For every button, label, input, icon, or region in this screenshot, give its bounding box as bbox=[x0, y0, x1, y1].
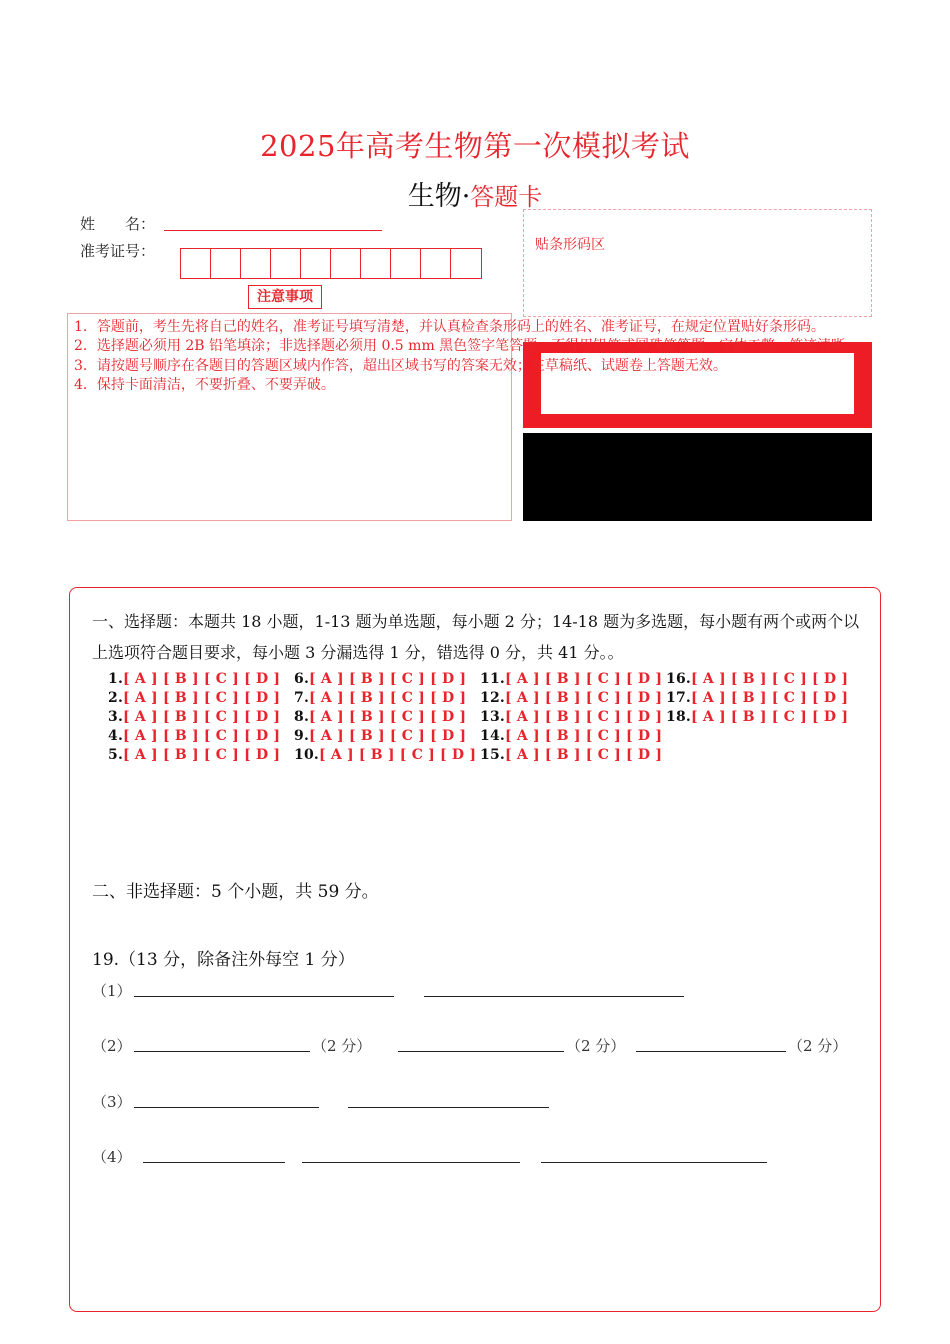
question-number: 14. bbox=[480, 728, 505, 744]
id-label: 准考证号： bbox=[80, 242, 156, 260]
answer-options[interactable]: [ A ] [ B ] [ C ] [ D ] bbox=[123, 709, 281, 725]
answer-options[interactable]: [ A ] [ B ] [ C ] [ D ] bbox=[690, 690, 849, 706]
answer-options[interactable]: [ A ] [ B ] [ C ] [ D ] bbox=[504, 728, 663, 744]
answer-options[interactable]: [ A ] [ B ] [ C ] [ D ] bbox=[123, 747, 281, 763]
id-digit-box[interactable] bbox=[211, 249, 241, 278]
id-digit-box[interactable] bbox=[451, 249, 481, 278]
mc-question[interactable] bbox=[294, 709, 466, 725]
points-note: （2 分） bbox=[312, 1037, 372, 1055]
id-digit-box[interactable] bbox=[391, 249, 421, 278]
answer-options[interactable]: [ A ] [ B ] [ C ] [ D ] bbox=[318, 747, 477, 763]
mc-question[interactable] bbox=[294, 671, 466, 687]
question-number: 2. bbox=[108, 690, 124, 706]
question-number: 11. bbox=[480, 671, 505, 687]
name-field[interactable] bbox=[164, 230, 382, 231]
question-number: 9. bbox=[294, 728, 310, 744]
answer-blank[interactable] bbox=[348, 1107, 549, 1108]
sub-question-label: （2） bbox=[92, 1037, 132, 1055]
answer-options[interactable]: [ A ] [ B ] [ C ] [ D ] bbox=[123, 690, 281, 706]
question-number: 10. bbox=[294, 747, 319, 763]
id-digit-box[interactable] bbox=[421, 249, 451, 278]
question-number: 13. bbox=[480, 709, 505, 725]
question-number: 15. bbox=[480, 747, 505, 763]
question-19-title: 19.（13 分，除备注外每空 1 分） bbox=[92, 950, 355, 970]
answer-options[interactable]: [ A ] [ B ] [ C ] [ D ] bbox=[690, 671, 849, 687]
mc-question[interactable] bbox=[480, 690, 662, 706]
page-title: 2025年高考生物第一次模拟考试 bbox=[260, 129, 690, 163]
section2-title: 二、非选择题：5 个小题，共 59 分。 bbox=[92, 882, 379, 902]
question-number: 1. bbox=[108, 671, 124, 687]
question-number: 8. bbox=[294, 709, 310, 725]
question-number: 17. bbox=[666, 690, 691, 706]
sub-question-label: （4） bbox=[92, 1148, 132, 1166]
black-block bbox=[523, 433, 872, 521]
mc-question[interactable] bbox=[666, 671, 848, 687]
answer-options[interactable]: [ A ] [ B ] [ C ] [ D ] bbox=[309, 690, 467, 706]
question-number: 4. bbox=[108, 728, 124, 744]
question-number: 16. bbox=[666, 671, 691, 687]
answer-options[interactable]: [ A ] [ B ] [ C ] [ D ] bbox=[504, 690, 663, 706]
sub-question-label: （1） bbox=[92, 982, 132, 1000]
sub-question-label: （3） bbox=[92, 1093, 132, 1111]
section1-intro: 一、选择题：本题共 18 小题，1-13 题为单选题，每小题 2 分；14-18 题为多选题，每小题有两个或两个以上选项符合题目要求，每小题 3 分漏选得 1 分，错选得 0 分，共 41 分。。 bbox=[92, 612, 860, 662]
notes-list bbox=[74, 318, 950, 395]
question-number: 12. bbox=[480, 690, 505, 706]
mc-question[interactable] bbox=[108, 690, 280, 706]
question-number: 3. bbox=[108, 709, 124, 725]
answer-blank[interactable] bbox=[143, 1162, 285, 1163]
barcode-area bbox=[523, 209, 872, 317]
answer-options[interactable]: [ A ] [ B ] [ C ] [ D ] bbox=[504, 709, 663, 725]
note-item: 1．答题前，考生先将自己的姓名，准考证号填写清楚，并认真检查条形码上的姓名、准考证号，在规定位置贴好条形码。 bbox=[74, 319, 825, 335]
answer-options[interactable]: [ A ] [ B ] [ C ] [ D ] bbox=[309, 709, 467, 725]
answer-options[interactable]: [ A ] [ B ] [ C ] [ D ] bbox=[123, 671, 281, 687]
mc-question[interactable] bbox=[294, 728, 466, 744]
answer-options[interactable]: [ A ] [ B ] [ C ] [ D ] bbox=[504, 671, 663, 687]
mc-question[interactable] bbox=[108, 709, 280, 725]
id-digit-box[interactable] bbox=[181, 249, 211, 278]
answer-blank[interactable] bbox=[134, 1051, 310, 1052]
mc-question[interactable] bbox=[666, 690, 848, 706]
card-subtitle bbox=[0, 174, 950, 213]
answer-options[interactable]: [ A ] [ B ] [ C ] [ D ] bbox=[309, 671, 467, 687]
subject-label: 生物· bbox=[407, 181, 471, 212]
note-item: 4．保持卡面清洁，不要折叠、不要弄破。 bbox=[74, 376, 335, 393]
answer-options[interactable]: [ A ] [ B ] [ C ] [ D ] bbox=[690, 709, 849, 725]
points-note: （2 分） bbox=[788, 1037, 848, 1055]
id-digit-box[interactable] bbox=[271, 249, 301, 278]
mc-question[interactable] bbox=[108, 728, 280, 744]
mc-question[interactable] bbox=[108, 747, 280, 763]
note-item: 2．选择题必须用 2B 铅笔填涂；非选择题必须用 0.5 mm 黑色签字笔答题，不得用铅笔或圆珠笔答题；字体工整、笔迹清晰。 bbox=[74, 338, 860, 355]
mc-question[interactable] bbox=[294, 690, 466, 706]
id-digit-box[interactable] bbox=[241, 249, 271, 278]
id-digit-box[interactable] bbox=[361, 249, 391, 278]
notes-tag: 注意事项 bbox=[248, 285, 322, 309]
exam-id-boxes[interactable] bbox=[180, 248, 482, 279]
barcode-label: 贴条形码区 bbox=[535, 237, 605, 253]
answer-options[interactable]: [ A ] [ B ] [ C ] [ D ] bbox=[309, 728, 467, 744]
answer-blank[interactable] bbox=[398, 1051, 564, 1052]
answer-blank[interactable] bbox=[636, 1051, 786, 1052]
mc-question[interactable] bbox=[480, 709, 662, 725]
name-label: 姓 名： bbox=[80, 215, 156, 233]
answer-options[interactable]: [ A ] [ B ] [ C ] [ D ] bbox=[123, 728, 281, 744]
question-number: 18. bbox=[666, 709, 691, 725]
mc-question[interactable] bbox=[480, 671, 662, 687]
mc-question[interactable] bbox=[480, 728, 662, 744]
answer-options[interactable]: [ A ] [ B ] [ C ] [ D ] bbox=[504, 747, 663, 763]
answer-blank[interactable] bbox=[424, 996, 684, 997]
answer-blank[interactable] bbox=[134, 1107, 319, 1108]
note-item: 3．请按题号顺序在各题目的答题区域内作答，超出区域书写的答案无效；在草稿纸、试题卷上答题无效。 bbox=[74, 357, 727, 374]
mc-question[interactable] bbox=[108, 671, 280, 687]
mc-question[interactable] bbox=[666, 709, 848, 725]
mc-question[interactable] bbox=[480, 747, 662, 763]
answer-blank[interactable] bbox=[541, 1162, 767, 1163]
answer-blank[interactable] bbox=[134, 996, 394, 997]
points-note: （2 分） bbox=[566, 1037, 626, 1055]
card-label: 答题卡 bbox=[470, 183, 543, 211]
question-number: 6. bbox=[294, 671, 310, 687]
question-number: 5. bbox=[108, 747, 124, 763]
id-digit-box[interactable] bbox=[301, 249, 331, 278]
question-number: 7. bbox=[294, 690, 310, 706]
mc-question[interactable] bbox=[294, 747, 476, 763]
id-digit-box[interactable] bbox=[331, 249, 361, 278]
answer-blank[interactable] bbox=[302, 1162, 520, 1163]
